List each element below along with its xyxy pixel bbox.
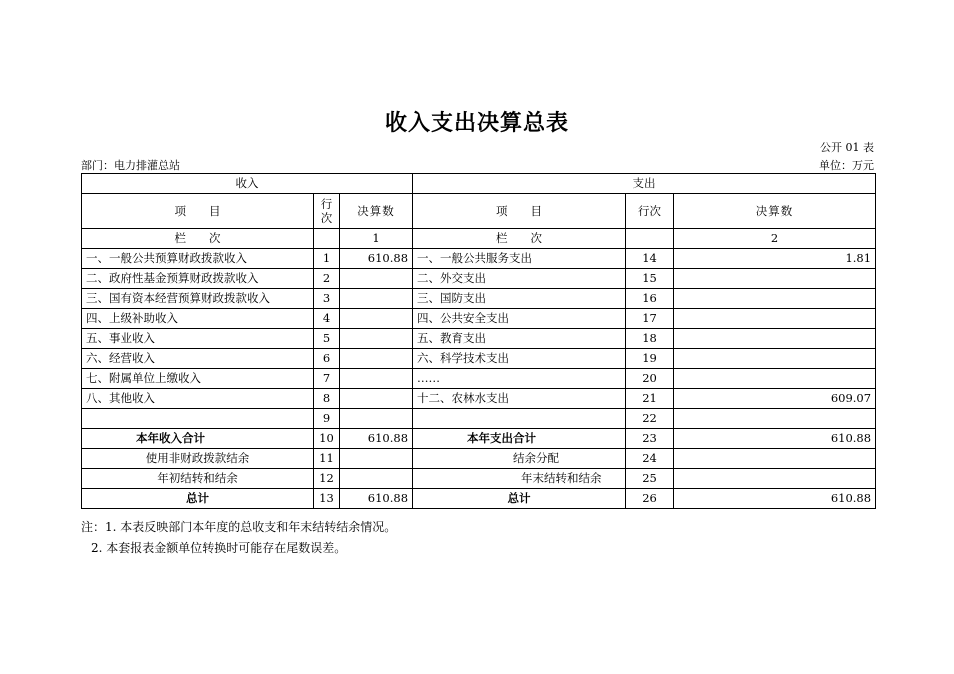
- expense-line-no: 16: [626, 289, 674, 309]
- income-line-no: 7: [314, 369, 340, 389]
- expense-column-number: 2: [674, 229, 876, 249]
- income-item: 六、经营收入: [82, 349, 314, 369]
- footnote-2: 2. 本套报表金额单位转换时可能存在尾数误差。: [91, 541, 347, 555]
- table-row: [82, 409, 876, 429]
- income-item: 八、其他收入: [82, 389, 314, 409]
- income-line-header: 行次: [314, 194, 340, 229]
- expense-amount: [674, 329, 876, 349]
- income-line-no: 12: [314, 469, 340, 489]
- form-number: 公开 01 表: [820, 141, 874, 154]
- income-line-no: 9: [314, 409, 340, 429]
- expense-item: 三、国防支出: [413, 289, 626, 309]
- income-item: 二、政府性基金预算财政拨款收入: [82, 269, 314, 289]
- expense-amount: [674, 369, 876, 389]
- expense-item: ……: [413, 369, 626, 389]
- income-amount: 610.88: [340, 249, 413, 269]
- expense-item: 十二、农林水支出: [413, 389, 626, 409]
- income-amount: [340, 349, 413, 369]
- income-line-no: 5: [314, 329, 340, 349]
- expense-amount: 1.81: [674, 249, 876, 269]
- income-year-total-label: 本年收入合计: [82, 429, 314, 449]
- expense-amount: [674, 289, 876, 309]
- expense-column-label: 栏 次: [413, 229, 626, 249]
- expense-item: 一、一般公共服务支出: [413, 249, 626, 269]
- grand-total-row: [82, 489, 876, 509]
- income-grand-total-amount: 610.88: [340, 489, 413, 509]
- expense-line-no: 22: [626, 409, 674, 429]
- table-row: [82, 449, 876, 469]
- table-row: [82, 369, 876, 389]
- footnotes: [81, 517, 396, 559]
- income-item: 七、附属单位上缴收入: [82, 369, 314, 389]
- income-amount: [340, 409, 413, 429]
- expense-year-total-amount: 610.88: [674, 429, 876, 449]
- income-line-no: 2: [314, 269, 340, 289]
- expense-line-no: 23: [626, 429, 674, 449]
- expense-amount: [674, 309, 876, 329]
- expense-line-no: 19: [626, 349, 674, 369]
- expense-item: 年末结转和结余: [413, 469, 626, 489]
- expense-amount: [674, 269, 876, 289]
- expense-item: 二、外交支出: [413, 269, 626, 289]
- income-line-no: 1: [314, 249, 340, 269]
- page-title: 收入支出决算总表: [384, 110, 569, 136]
- income-column-label: 栏 次: [82, 229, 314, 249]
- income-amount: [340, 329, 413, 349]
- table-row: [82, 269, 876, 289]
- department-label: 部门：电力排灌总站: [81, 159, 180, 172]
- expense-item: 五、教育支出: [413, 329, 626, 349]
- income-line-no: 10: [314, 429, 340, 449]
- expense-grand-total-label: 总计: [413, 489, 626, 509]
- income-line-no: 11: [314, 449, 340, 469]
- expense-line-no: 24: [626, 449, 674, 469]
- year-total-row: [82, 429, 876, 449]
- expense-line-no: 25: [626, 469, 674, 489]
- expense-amount: [674, 449, 876, 469]
- income-amount: [340, 469, 413, 489]
- expense-line-no: 18: [626, 329, 674, 349]
- expense-amount: [674, 409, 876, 429]
- expense-item: 结余分配: [413, 449, 626, 469]
- income-year-total-amount: 610.88: [340, 429, 413, 449]
- footnote-1: 注：1. 本表反映部门本年度的总收支和年末结转结余情况。: [81, 520, 397, 534]
- table-row: [82, 469, 876, 489]
- expense-amount-header: 决算数: [674, 194, 876, 229]
- income-line-no: 4: [314, 309, 340, 329]
- table-row: [82, 389, 876, 409]
- expense-line-no: 21: [626, 389, 674, 409]
- income-column-number: 1: [340, 229, 413, 249]
- expense-line-no: 20: [626, 369, 674, 389]
- expense-item: 四、公共安全支出: [413, 309, 626, 329]
- income-item-header: 项 目: [82, 194, 314, 229]
- table-row: [82, 249, 876, 269]
- income-amount: [340, 309, 413, 329]
- expense-amount: [674, 349, 876, 369]
- income-item: 三、国有资本经营预算财政拨款收入: [82, 289, 314, 309]
- income-line-no: 13: [314, 489, 340, 509]
- expense-header: 支出: [413, 174, 876, 194]
- expense-line-no: 26: [626, 489, 674, 509]
- income-grand-total-label: 总计: [82, 489, 314, 509]
- table-row: [82, 289, 876, 309]
- table-row: [82, 329, 876, 349]
- expense-year-total-label: 本年支出合计: [413, 429, 626, 449]
- income-item: [82, 409, 314, 429]
- income-item: 使用非财政拨款结余: [82, 449, 314, 469]
- income-amount: [340, 269, 413, 289]
- table-row: [82, 349, 876, 369]
- unit-label: 单位：万元: [819, 159, 874, 172]
- expense-item: 六、科学技术支出: [413, 349, 626, 369]
- income-item: 四、上级补助收入: [82, 309, 314, 329]
- income-line-no: 3: [314, 289, 340, 309]
- income-item: 一、一般公共预算财政拨款收入: [82, 249, 314, 269]
- income-line-no: 8: [314, 389, 340, 409]
- income-item: 五、事业收入: [82, 329, 314, 349]
- expense-grand-total-amount: 610.88: [674, 489, 876, 509]
- expense-amount: 609.07: [674, 389, 876, 409]
- expense-line-header: 行次: [626, 194, 674, 229]
- income-column-blank: [314, 229, 340, 249]
- table-row: [82, 309, 876, 329]
- income-expense-table: [81, 173, 876, 509]
- expense-line-no: 15: [626, 269, 674, 289]
- income-line-no: 6: [314, 349, 340, 369]
- income-header: 收入: [82, 174, 413, 194]
- expense-item-header: 项 目: [413, 194, 626, 229]
- expense-line-no: 14: [626, 249, 674, 269]
- expense-line-no: 17: [626, 309, 674, 329]
- income-item: 年初结转和结余: [82, 469, 314, 489]
- income-amount: [340, 369, 413, 389]
- expense-column-blank: [626, 229, 674, 249]
- expense-item: [413, 409, 626, 429]
- income-amount: [340, 289, 413, 309]
- income-amount: [340, 449, 413, 469]
- expense-amount: [674, 469, 876, 489]
- income-amount: [340, 389, 413, 409]
- income-amount-header: 决算数: [340, 194, 413, 229]
